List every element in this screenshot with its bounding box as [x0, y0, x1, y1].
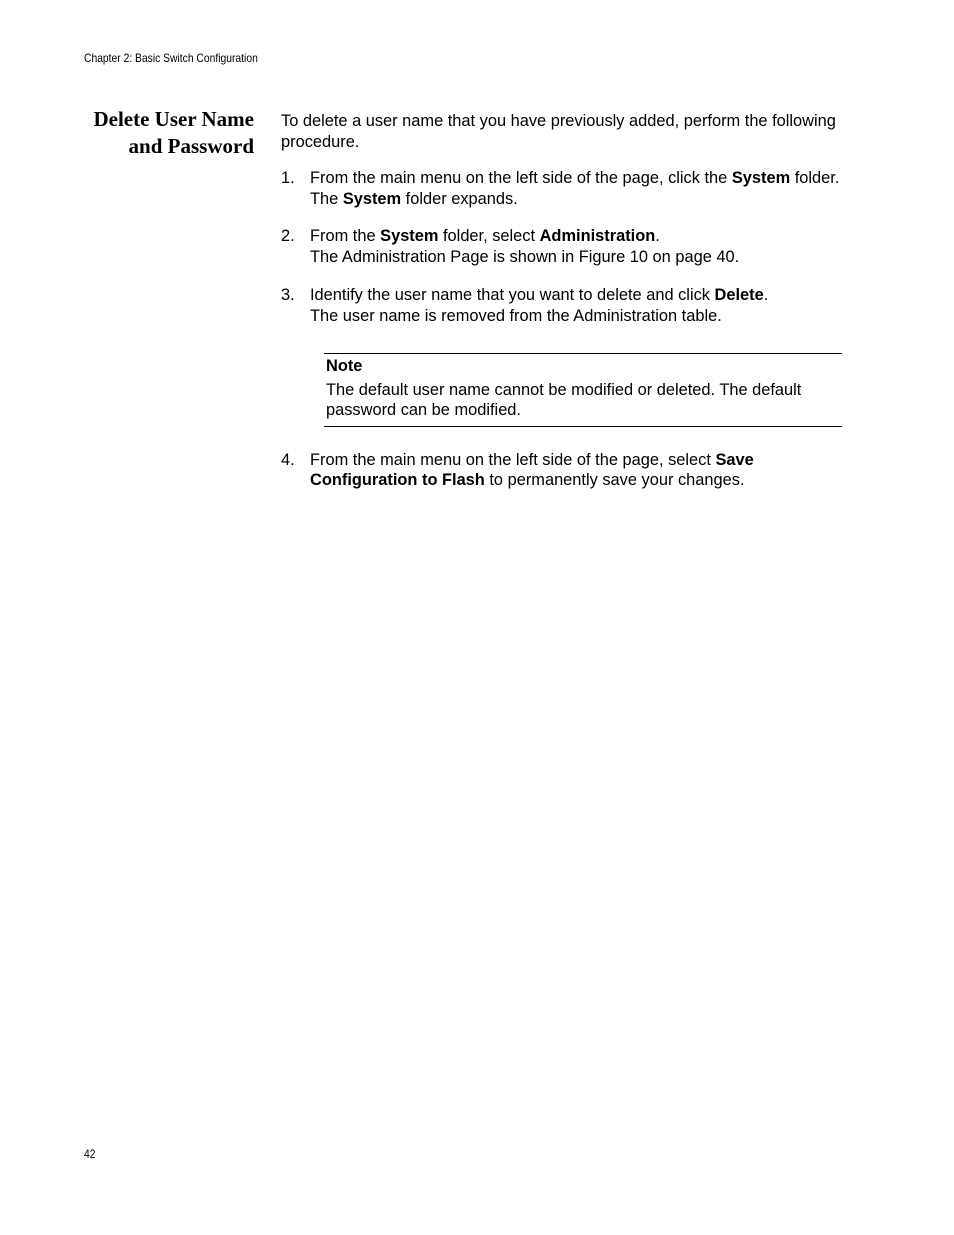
section-title-line-1: Delete User Name	[93, 107, 254, 131]
step-2	[281, 226, 851, 267]
ui-term: System	[731, 169, 791, 187]
step-1	[281, 168, 851, 209]
step-number: 2.	[281, 227, 295, 245]
step-number: 1.	[281, 169, 295, 187]
section-title-line-2: and Password	[128, 134, 254, 158]
note-label: Note	[326, 357, 363, 375]
page-number: 42	[84, 1147, 96, 1161]
running-header: Chapter 2: Basic Switch Configuration	[84, 51, 258, 65]
step-body	[310, 226, 851, 267]
step-result: The user name is removed from the Administration table.	[310, 306, 722, 325]
step-instruction: From the main menu on the left side of the page, select Save Configuration to Flash to permanently save your changes.	[310, 450, 754, 489]
step-body	[310, 450, 851, 491]
step-result: The Administration Page is shown in Figure 10 on page 40.	[310, 247, 740, 266]
note-box	[324, 353, 842, 427]
step-result: The System folder expands.	[310, 189, 518, 208]
ui-term: Save Configuration to Flash	[310, 450, 754, 489]
step-instruction: From the main menu on the left side of the page, click the System folder.	[310, 169, 840, 187]
step-3	[281, 285, 851, 326]
step-instruction: Identify the user name that you want to delete and click Delete.	[310, 286, 769, 304]
step-body	[310, 168, 851, 209]
intro-paragraph: To delete a user name that you have previously added, perform the following procedure.	[281, 112, 836, 151]
step-number: 3.	[281, 286, 295, 304]
ui-term: System	[342, 189, 402, 208]
ui-term: Delete	[714, 286, 764, 304]
section-title	[60, 106, 254, 160]
step-body	[310, 285, 851, 326]
note-text: The default user name cannot be modified or deleted. The default password can be modified.	[326, 380, 802, 419]
step-4	[281, 450, 851, 491]
procedure-body	[281, 111, 851, 491]
ui-term: Administration	[539, 227, 656, 245]
step-instruction: From the System folder, select Administration.	[310, 227, 660, 245]
ui-term: System	[380, 227, 439, 245]
step-number: 4.	[281, 450, 295, 469]
